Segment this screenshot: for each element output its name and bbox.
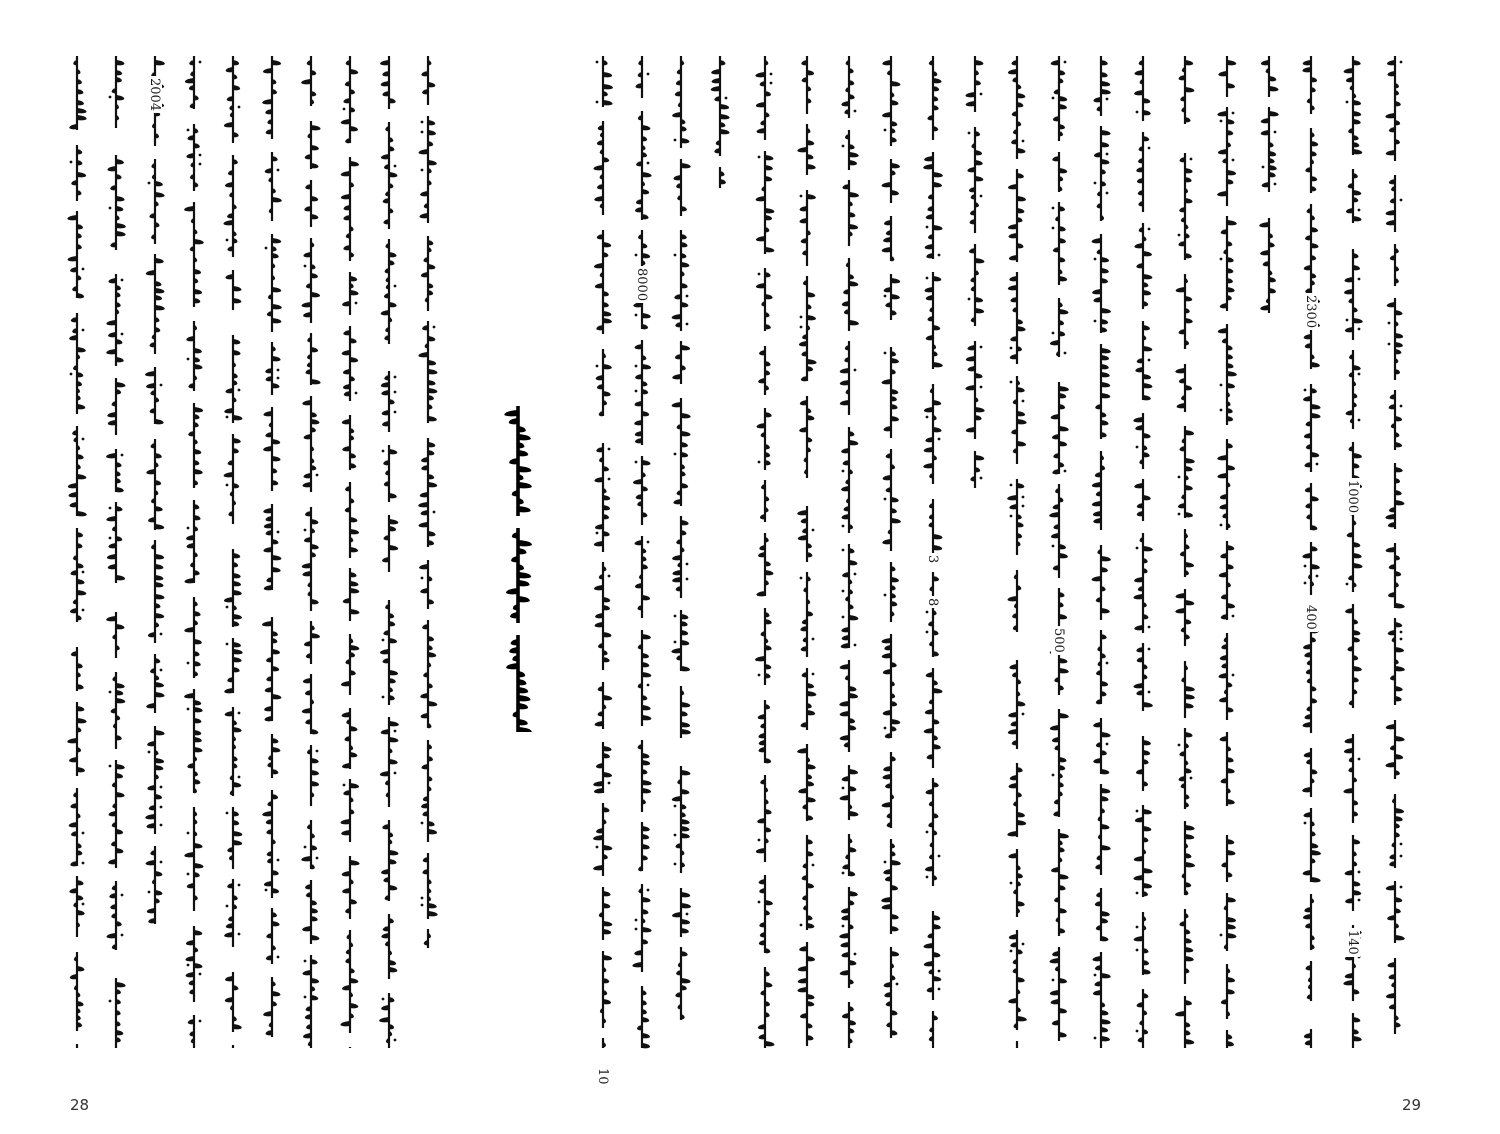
- text-line: [794, 48, 820, 1098]
- section-heading: [500, 0, 536, 1134]
- text-line: [962, 48, 988, 1098]
- text-line: [836, 48, 862, 1098]
- script-glyphs: [259, 48, 285, 1098]
- script-glyphs: [836, 48, 862, 1098]
- script-glyphs: [1214, 48, 1240, 1098]
- inline-number: 2004: [147, 78, 162, 112]
- inline-number: 8000: [634, 268, 649, 302]
- script-glyphs: [878, 48, 904, 1098]
- text-line: [1298, 48, 1324, 1098]
- text-line: [298, 48, 324, 1098]
- text-line: [220, 48, 246, 1098]
- script-glyphs: [962, 48, 988, 1098]
- text-line: [1130, 48, 1156, 1098]
- text-line: [181, 48, 207, 1098]
- page-number: 29: [1402, 1096, 1422, 1114]
- text-line: [668, 48, 694, 1098]
- text-line: [629, 48, 655, 1098]
- text-line: [64, 48, 90, 1098]
- text-line: [920, 48, 946, 1098]
- script-glyphs: [707, 48, 733, 1098]
- inline-number: 8: [925, 598, 940, 607]
- script-glyphs: [1046, 48, 1072, 1098]
- heading-glyphs: [500, 402, 536, 732]
- text-line: [103, 48, 129, 1098]
- script-glyphs: [1298, 48, 1324, 1098]
- text-line: [1004, 48, 1030, 1098]
- inline-number: 3: [925, 555, 940, 564]
- script-glyphs: [298, 48, 324, 1098]
- script-glyphs: [629, 48, 655, 1098]
- script-glyphs: [752, 48, 778, 1098]
- text-line: [1382, 48, 1408, 1098]
- script-glyphs: [1172, 48, 1198, 1098]
- script-glyphs: [337, 48, 363, 1098]
- script-glyphs: [1088, 48, 1114, 1098]
- text-line: [1340, 48, 1366, 1098]
- text-line: [415, 48, 441, 1098]
- script-glyphs: [1382, 48, 1408, 1098]
- text-line: [337, 48, 363, 1098]
- script-glyphs: [920, 48, 946, 1098]
- page-number: 28: [70, 1096, 90, 1114]
- script-glyphs: [142, 48, 168, 1098]
- inline-number: 400: [1303, 605, 1318, 630]
- script-glyphs: [181, 48, 207, 1098]
- text-line: [142, 48, 168, 1098]
- inline-number: 1000: [1345, 480, 1360, 514]
- script-glyphs: [1004, 48, 1030, 1098]
- script-glyphs: [794, 48, 820, 1098]
- inline-number: 10: [595, 1068, 610, 1085]
- script-glyphs: [103, 48, 129, 1098]
- text-line: [376, 48, 402, 1098]
- text-line: [1256, 48, 1282, 1098]
- text-line: [878, 48, 904, 1098]
- inline-number: 500: [1051, 628, 1066, 653]
- script-glyphs: [1256, 48, 1282, 1098]
- text-line: [752, 48, 778, 1098]
- script-glyphs: [668, 48, 694, 1098]
- text-line: [590, 48, 616, 1098]
- text-line: [259, 48, 285, 1098]
- inline-number: 2300: [1303, 295, 1318, 329]
- script-glyphs: [590, 48, 616, 1098]
- script-glyphs: [415, 48, 441, 1098]
- inline-number: 140: [1345, 930, 1360, 955]
- text-line: [707, 48, 733, 1098]
- text-line: [1088, 48, 1114, 1098]
- script-glyphs: [220, 48, 246, 1098]
- text-line: [1172, 48, 1198, 1098]
- script-glyphs: [64, 48, 90, 1098]
- script-glyphs: [1130, 48, 1156, 1098]
- script-glyphs: [376, 48, 402, 1098]
- text-line: [1046, 48, 1072, 1098]
- text-line: [1214, 48, 1240, 1098]
